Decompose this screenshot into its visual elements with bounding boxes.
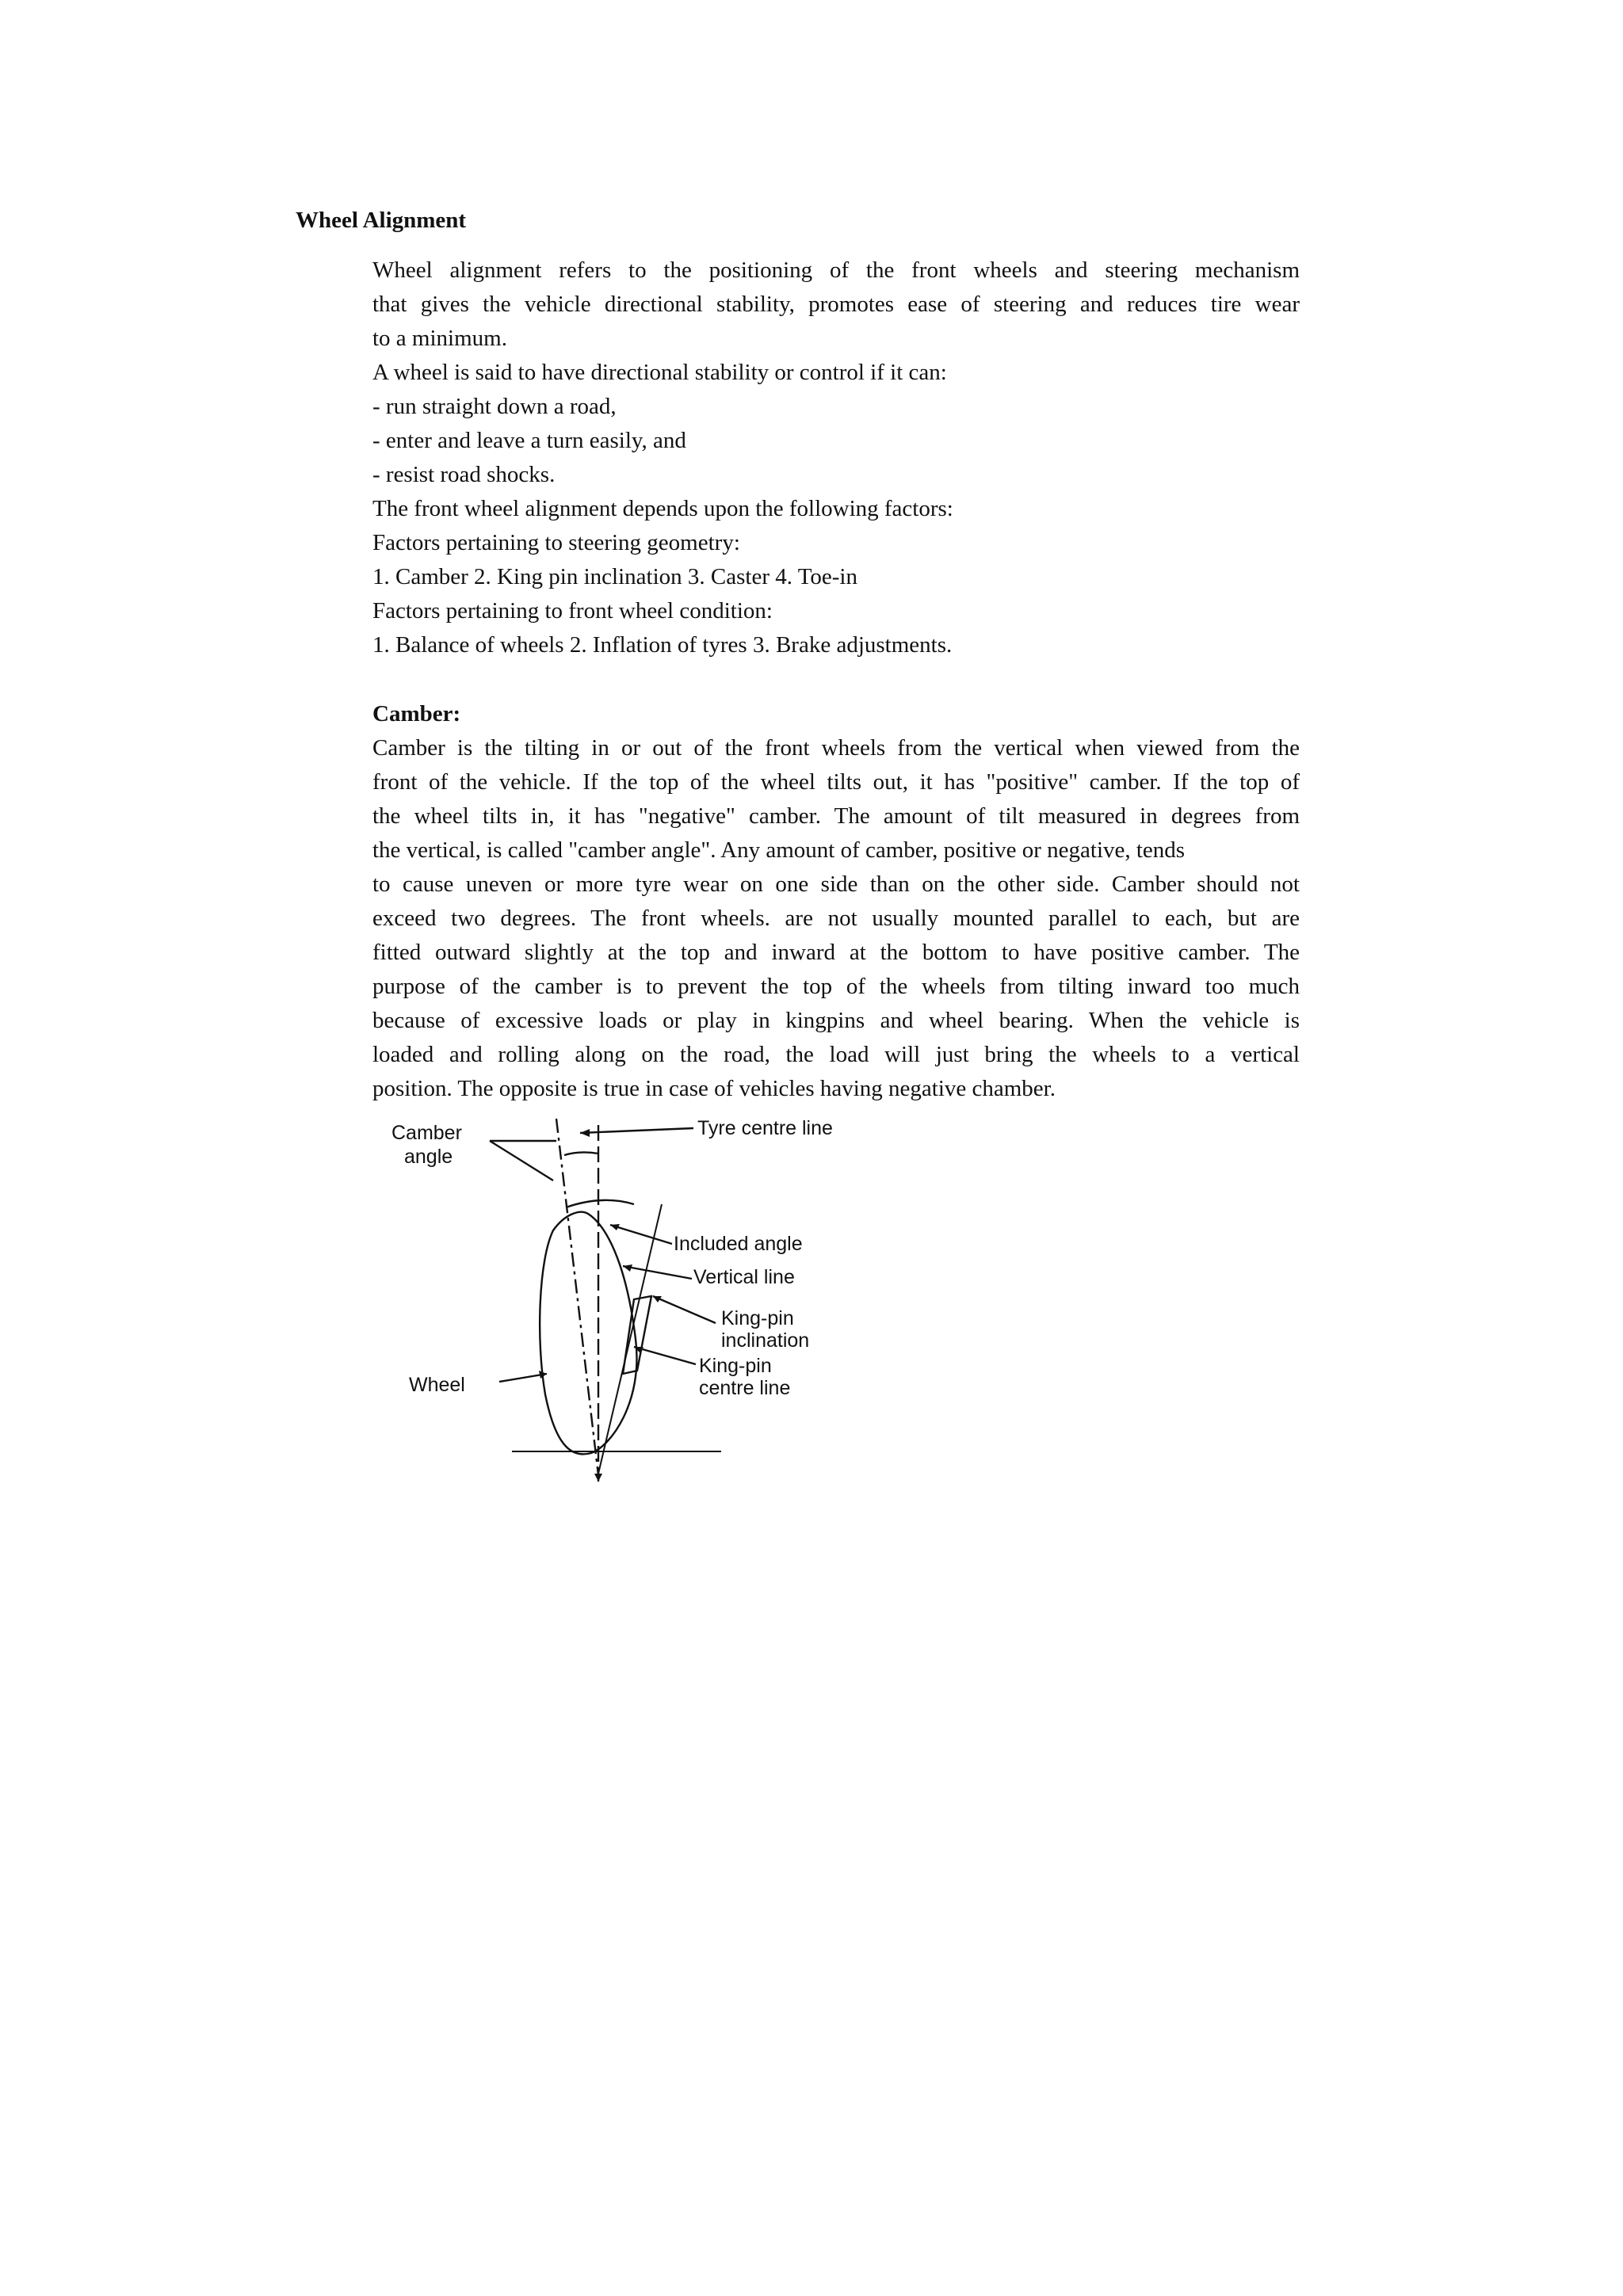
intro-line: Factors pertaining to steering geometry:: [372, 530, 740, 555]
intro-line: - resist road shocks.: [372, 462, 556, 487]
camber-line: to cause uneven or more tyre wear on one side than on the other side. Camber should not: [372, 871, 1300, 897]
page-title: Wheel Alignment: [296, 208, 467, 233]
intro-line: that gives the vehicle directional stability, promotes ease of steering and reduces tire wear: [372, 292, 1300, 317]
tyre-centre-line: [556, 1119, 598, 1475]
camber-line: loaded and rolling along on the road, the load will just bring the wheels to a vertical: [372, 1042, 1300, 1067]
intro-section: [372, 254, 1300, 662]
intro-line: Factors pertaining to front wheel condition:: [372, 598, 773, 624]
intro-line: 1. Camber 2. King pin inclination 3. Caster 4. Toe-in: [372, 564, 857, 589]
kingpin-centre-line-label: King-pin: [699, 1355, 772, 1377]
kingpin-centre-line: [598, 1204, 662, 1474]
intro-line: The front wheel alignment depends upon the following factors:: [372, 496, 953, 521]
camber-diagram: [372, 1109, 959, 1489]
camber-angle-label: Camber: [391, 1122, 462, 1144]
camber-line: position. The opposite is true in case of vehicles having negative chamber.: [372, 1076, 1056, 1101]
intro-line: - enter and leave a turn easily, and: [372, 428, 686, 453]
kingpin-centre-line-label-2: centre line: [699, 1377, 791, 1399]
camber-section: [372, 697, 1300, 1106]
included-angle-arc: [566, 1200, 634, 1207]
intro-line: to a minimum.: [372, 326, 507, 351]
intro-line: A wheel is said to have directional stability or control if it can:: [372, 360, 947, 385]
wheel-label: Wheel: [409, 1374, 465, 1396]
camber-paragraph: [372, 731, 1300, 1106]
camber-line: purpose of the camber is to prevent the top of the wheels from tilting inward too much: [372, 974, 1300, 999]
wheel-outline: [540, 1212, 636, 1455]
camber-line: front of the vehicle. If the top of the wheel tilts out, it has "positive" camber. If the top of: [372, 769, 1300, 795]
camber-angle-label-2: angle: [404, 1146, 453, 1168]
included-angle-label: Included angle: [674, 1233, 803, 1255]
tyre-centre-line-label: Tyre centre line: [697, 1117, 833, 1139]
vertical-line-label: Vertical line: [693, 1266, 795, 1288]
intro-line: - run straight down a road,: [372, 394, 617, 419]
intro-line: Wheel alignment refers to the positioning of the front wheels and steering mechanism: [372, 257, 1300, 283]
camber-heading: Camber:: [372, 701, 461, 727]
camber-line: the wheel tilts in, it has "negative" camber. The amount of tilt measured in degrees from: [372, 803, 1300, 829]
camber-line: Camber is the tilting in or out of the front wheels from the vertical when viewed from the: [372, 735, 1300, 761]
intro-line: 1. Balance of wheels 2. Inflation of tyres 3. Brake adjustments.: [372, 632, 953, 658]
kingpin-inclination-label: King-pin: [721, 1307, 794, 1329]
camber-line: because of excessive loads or play in kingpins and wheel bearing. When the vehicle is: [372, 1008, 1300, 1033]
camber-line: the vertical, is called "camber angle". Any amount of camber, positive or negative, tends: [372, 837, 1186, 863]
camber-angle-arc: [564, 1152, 598, 1155]
camber-line: exceed two degrees. The front wheels. are not usually mounted parallel to each, but are: [372, 906, 1300, 931]
camber-line: fitted outward slightly at the top and inward at the bottom to have positive camber. The: [372, 940, 1300, 965]
kingpin-inclination-label-2: inclination: [721, 1329, 810, 1352]
